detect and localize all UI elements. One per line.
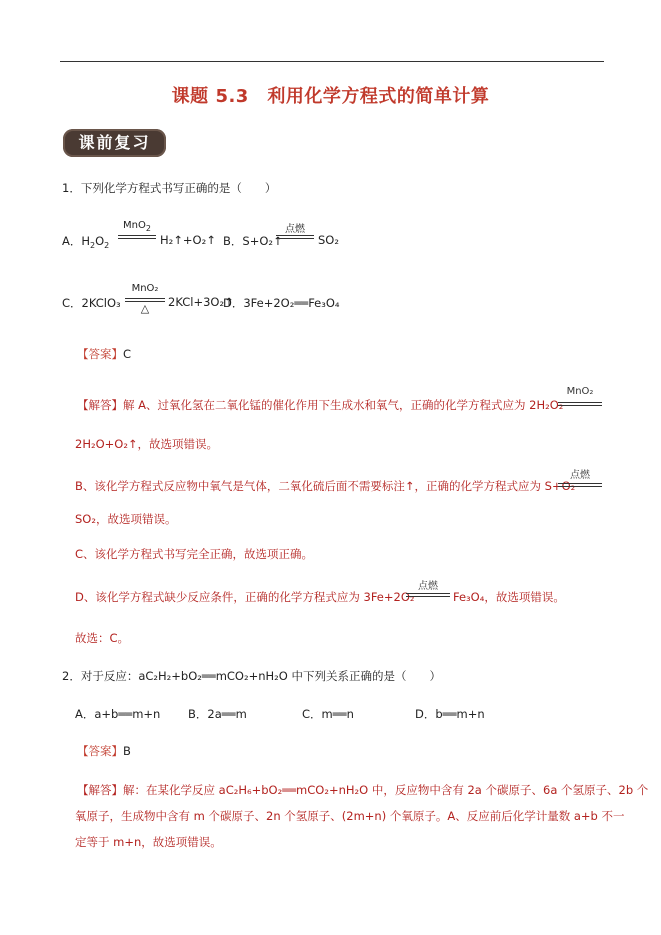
q1-analysis-d-bar [406,593,450,594]
q1-option-a-bar2 [118,238,156,239]
q1-option-c-products: 2KCl+3O₂↑ [168,295,234,309]
q1-option-a-products: H₂↑+O₂↑ [160,233,216,247]
q1-analysis-a1-bar [558,402,602,403]
q1-option-b-bar [276,235,314,236]
q1-analysis-b1-condition: 点燃 [570,470,590,481]
q1-analysis-d-bar2 [406,596,450,597]
q1-option-b-condition: 点燃 [285,224,305,235]
q2-option-b: B．2a══m [188,707,247,721]
q1-answer [77,346,131,362]
q2-answer-label: 【答案】 [77,744,123,758]
section-badge [63,129,166,157]
q1-analysis-d-post: Fe₃O₄，故选项错误。 [453,590,565,604]
q1-option-c-condition-top: MnO₂ [131,283,159,294]
q1-option-b-products: SO₂ [318,233,339,247]
q1-option-d: D．3Fe+2O₂══Fe₃O₄ [223,296,340,310]
q1-option-b: B．S+O₂↑ [223,234,283,248]
header-rule [60,61,604,62]
q1-option-a-bar [118,235,156,236]
q2-stem: 2．对于反应：aC₂H₂+bO₂══mCO₂+nH₂O 中下列关系正确的是（ ） [62,669,441,683]
q1-analysis-b1-bar2 [558,486,602,487]
q1-option-c: C．2KClO₃ [62,296,121,310]
q1-choice: 故选：C。 [75,631,130,645]
q1-option-a-text: A．$H_2O_2$ [62,234,110,250]
q1-analysis-b1-bar [558,483,602,484]
q1-analysis-label: 【解答】 [77,398,123,412]
q1-option-a-condition: MnO$_2$ [123,220,151,233]
q2-option-c: C．m══n [302,707,354,721]
q2-analysis-label: 【解答】 [77,783,123,797]
q1-option-a [62,233,109,250]
q1-analysis-d-pre: D、该化学方程式缺少反应条件，正确的化学方程式应为 3Fe+2O₂ [75,590,415,604]
q1-analysis-a1 [77,397,563,413]
q1-option-c-bar [125,298,165,299]
section-badge-label: 课前复习 [78,133,151,152]
q1-stem: 1．下列化学方程式书写正确的是（ ） [62,181,277,195]
q1-option-c-condition-bottom: △ [140,302,150,315]
q2-analysis-2: 氧原子，生成物中含有 m 个碳原子、2n 个氢原子、(2m+n) 个氧原子。A、反应前后化学计量数 a+b 不一 [75,809,625,823]
q2-option-d: D．b══m+n [415,707,485,721]
q1-answer-value: C [123,347,132,361]
q2-answer [77,743,131,759]
q1-analysis-b1: B、该化学方程式反应物中氧气是气体，二氧化硫后面不需要标注↑，正确的化学方程式应为 S+O₂ [75,479,576,493]
q1-option-b-bar2 [276,238,314,239]
page-title: 课题 5.3 利用化学方程式的简单计算 [171,86,490,107]
q2-analysis-1 [77,782,648,798]
q1-answer-label: 【答案】 [77,347,123,361]
q2-answer-value: B [123,744,131,758]
q1-analysis-a2: 2H₂O+O₂↑，故选项错误。 [75,437,219,451]
q2-analysis-1-text: 解：在某化学反应 aC₂H₆+bO₂══mCO₂+nH₂O 中，反应物中含有 2a 个碳原子、6a 个氢原子、2b 个 [123,783,649,797]
q1-analysis-b2: SO₂，故选项错误。 [75,512,177,526]
q1-analysis-a1-condition: MnO₂ [566,386,594,397]
q1-analysis-d-condition: 点燃 [418,581,438,592]
q1-analysis-c: C、该化学方程式书写完全正确，故选项正确。 [75,547,314,561]
q1-analysis-a1-text: 解 A、过氧化氢在二氧化锰的催化作用下生成水和氧气，正确的化学方程式应为 2H₂O₂ [123,398,564,412]
q1-analysis-d [75,589,415,605]
q2-option-a: A．a+b══m+n [75,707,161,721]
q2-analysis-3: 定等于 m+n，故选项错误。 [75,835,222,849]
q1-analysis-a1-bar2 [558,405,602,406]
